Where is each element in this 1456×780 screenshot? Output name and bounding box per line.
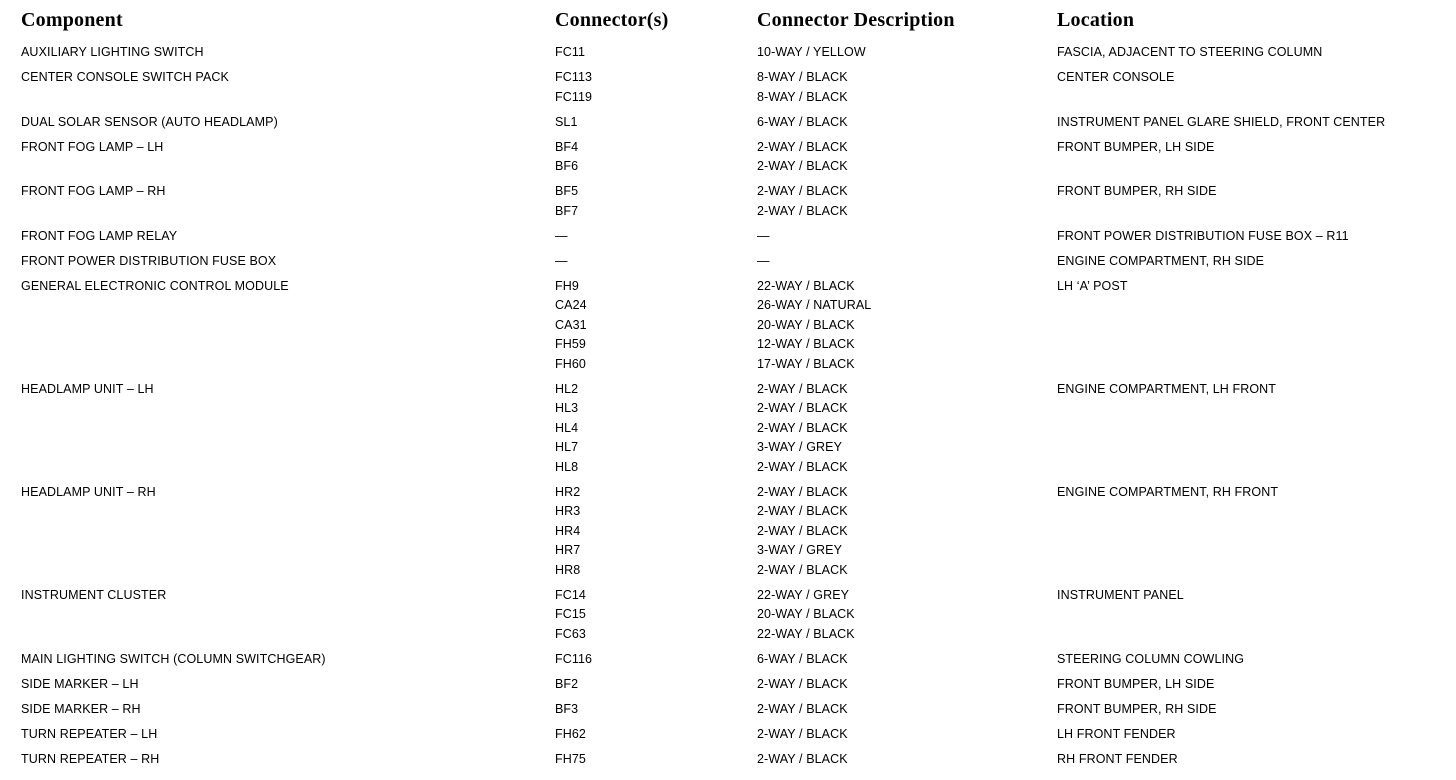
- table-row: [0, 750, 1456, 770]
- connector-description-list: [757, 725, 848, 745]
- connector-description-list: [757, 138, 848, 177]
- component-location: FRONT BUMPER, LH SIDE: [1057, 139, 1215, 154]
- connector-id: HR4: [555, 523, 581, 538]
- connector-description-list: [757, 483, 848, 581]
- connector-id: HL8: [555, 459, 579, 474]
- component-location: STEERING COLUMN COWLING: [1057, 651, 1245, 666]
- connector-description: 2-WAY / BLACK: [757, 676, 848, 691]
- connector-list: [555, 43, 585, 63]
- component-name: TURN REPEATER – RH: [21, 751, 160, 766]
- connector-id: HL2: [555, 381, 579, 396]
- connector-description: 2-WAY / BLACK: [757, 159, 848, 173]
- connector-list: [555, 750, 586, 770]
- connector-description-list: [757, 586, 855, 645]
- connector-id: FC119: [555, 89, 593, 104]
- component-location: FRONT BUMPER, RH SIDE: [1057, 701, 1217, 716]
- table-row: [0, 68, 1456, 107]
- table-row: [0, 380, 1456, 478]
- connector-description: 2-WAY / BLACK: [757, 562, 848, 577]
- component-location: ENGINE COMPARTMENT, RH FRONT: [1057, 484, 1279, 499]
- connector-description: 2-WAY / BLACK: [757, 484, 848, 499]
- connector-list: [555, 68, 592, 107]
- component-name: DUAL SOLAR SENSOR (AUTO HEADLAMP): [21, 114, 278, 129]
- connector-list: [555, 138, 578, 177]
- table-row: [0, 725, 1456, 745]
- connector-id: FC11: [555, 45, 586, 59]
- connector-description: —: [757, 228, 770, 243]
- connector-description-list: [757, 227, 770, 247]
- component-name: FRONT FOG LAMP RELAY: [21, 228, 178, 243]
- connector-id: —: [555, 228, 568, 243]
- component-location: FRONT POWER DISTRIBUTION FUSE BOX – R11: [1057, 228, 1349, 243]
- table-row: [0, 182, 1456, 221]
- component-name: MAIN LIGHTING SWITCH (COLUMN SWITCHGEAR): [21, 651, 326, 666]
- connector-description-list: [757, 277, 871, 375]
- component-name: SIDE MARKER – RH: [21, 701, 141, 716]
- connector-id: BF4: [555, 139, 579, 154]
- connector-description: 3-WAY / GREY: [757, 440, 843, 454]
- connector-id: HR8: [555, 562, 581, 577]
- connector-id: BF6: [555, 159, 579, 173]
- connector-description-list: [757, 43, 866, 63]
- connector-id: HR3: [555, 504, 581, 518]
- connector-description: 8-WAY / BLACK: [757, 89, 848, 104]
- connector-description: 2-WAY / BLACK: [757, 504, 848, 518]
- connector-description: 2-WAY / BLACK: [757, 726, 848, 741]
- component-location: ENGINE COMPARTMENT, LH FRONT: [1057, 381, 1277, 396]
- connector-description-list: [757, 700, 848, 720]
- connector-description: 2-WAY / BLACK: [757, 751, 848, 766]
- table-row: [0, 138, 1456, 177]
- connector-description: 2-WAY / BLACK: [757, 203, 848, 218]
- connector-description: 6-WAY / BLACK: [757, 651, 848, 666]
- connector-id: FC14: [555, 587, 586, 602]
- connector-description: 3-WAY / GREY: [757, 543, 843, 557]
- table-row: [0, 113, 1456, 133]
- connector-description: 17-WAY / BLACK: [757, 356, 855, 371]
- connector-id: HL3: [555, 401, 579, 415]
- connector-id: FC63: [555, 626, 586, 641]
- table-row: [0, 586, 1456, 645]
- connector-id: HR7: [555, 543, 581, 557]
- table-row: [0, 675, 1456, 695]
- connector-description: —: [757, 253, 770, 268]
- connector-description: 2-WAY / BLACK: [757, 420, 848, 435]
- table-row: [0, 650, 1456, 670]
- connector-id: BF3: [555, 701, 579, 716]
- component-location: INSTRUMENT PANEL: [1057, 587, 1184, 602]
- component-location: LH ‘A’ POST: [1057, 278, 1128, 293]
- component-location: CENTER CONSOLE: [1057, 70, 1175, 84]
- connector-description-list: [757, 675, 848, 695]
- header-location: Location: [1057, 9, 1135, 31]
- connector-id: BF2: [555, 676, 579, 691]
- component-name: CENTER CONSOLE SWITCH PACK: [21, 70, 229, 84]
- connector-id: HL4: [555, 420, 579, 435]
- connector-id: HL7: [555, 440, 579, 454]
- connector-description: 10-WAY / YELLOW: [757, 45, 866, 59]
- connector-list: [555, 586, 586, 645]
- component-location: FASCIA, ADJACENT TO STEERING COLUMN: [1057, 45, 1323, 59]
- connector-description: 2-WAY / BLACK: [757, 523, 848, 538]
- component-name: GENERAL ELECTRONIC CONTROL MODULE: [21, 278, 289, 293]
- connector-id: FC116: [555, 651, 593, 666]
- connector-id: FH62: [555, 726, 586, 741]
- component-name: FRONT FOG LAMP – LH: [21, 139, 164, 154]
- connector-list: [555, 725, 586, 745]
- connector-description-list: [757, 182, 848, 221]
- header-connectors: Connector(s): [555, 9, 669, 31]
- connector-description: 22-WAY / BLACK: [757, 278, 855, 293]
- connector-list: [555, 182, 578, 221]
- connector-id: FH9: [555, 278, 579, 293]
- table-row: [0, 700, 1456, 720]
- component-name: TURN REPEATER – LH: [21, 726, 158, 741]
- connector-list: [555, 113, 578, 133]
- connector-list: [555, 675, 578, 695]
- table-row: [0, 252, 1456, 272]
- component-name: FRONT FOG LAMP – RH: [21, 184, 166, 198]
- connector-description: 20-WAY / BLACK: [757, 317, 855, 332]
- connector-id: FC113: [555, 70, 593, 84]
- connector-id: CA31: [555, 317, 587, 332]
- table-row: [0, 277, 1456, 375]
- component-name: HEADLAMP UNIT – LH: [21, 381, 154, 396]
- connector-list: [555, 380, 578, 478]
- component-name: HEADLAMP UNIT – RH: [21, 484, 156, 499]
- component-location: FRONT BUMPER, RH SIDE: [1057, 184, 1217, 198]
- connector-list: [555, 277, 587, 375]
- connector-description: 12-WAY / BLACK: [757, 337, 855, 351]
- component-name: FRONT POWER DISTRIBUTION FUSE BOX: [21, 253, 277, 268]
- connector-id: FH75: [555, 751, 586, 766]
- connector-description-list: [757, 650, 848, 670]
- connector-id: —: [555, 253, 568, 268]
- table-row: [0, 43, 1456, 63]
- component-location: LH FRONT FENDER: [1057, 726, 1176, 741]
- connector-list: [555, 700, 578, 720]
- connector-list: [555, 227, 568, 247]
- component-location: RH FRONT FENDER: [1057, 751, 1178, 766]
- component-location: INSTRUMENT PANEL GLARE SHIELD, FRONT CENTER: [1057, 114, 1386, 129]
- component-name: INSTRUMENT CLUSTER: [21, 587, 167, 602]
- connector-description-list: [757, 113, 848, 133]
- connector-id: FH60: [555, 356, 586, 371]
- connector-description: 22-WAY / BLACK: [757, 626, 855, 641]
- connector-description: 2-WAY / BLACK: [757, 184, 848, 198]
- connector-description: 2-WAY / BLACK: [757, 381, 848, 396]
- header-connector-description: Connector Description: [757, 9, 955, 31]
- connector-id: SL1: [555, 114, 578, 129]
- connector-description: 6-WAY / BLACK: [757, 114, 848, 129]
- connector-description-list: [757, 68, 848, 107]
- connector-id: HR2: [555, 484, 581, 499]
- connector-description-list: [757, 380, 848, 478]
- connector-description: 2-WAY / BLACK: [757, 701, 848, 716]
- connector-description: 2-WAY / BLACK: [757, 459, 848, 474]
- connector-id: BF5: [555, 184, 579, 198]
- connector-description: 22-WAY / GREY: [757, 587, 850, 602]
- connector-description: 20-WAY / BLACK: [757, 607, 855, 621]
- connector-list: [555, 252, 568, 272]
- connector-id: BF7: [555, 203, 579, 218]
- component-location: FRONT BUMPER, LH SIDE: [1057, 676, 1215, 691]
- connector-description: 8-WAY / BLACK: [757, 70, 848, 84]
- connector-description: 2-WAY / BLACK: [757, 139, 848, 154]
- connector-description: 2-WAY / BLACK: [757, 401, 848, 415]
- connector-id: CA24: [555, 298, 587, 312]
- component-name: SIDE MARKER – LH: [21, 676, 139, 691]
- component-location: ENGINE COMPARTMENT, RH SIDE: [1057, 253, 1265, 268]
- connector-list: [555, 483, 580, 581]
- component-name: AUXILIARY LIGHTING SWITCH: [21, 45, 204, 59]
- connector-list: [555, 650, 592, 670]
- table-row: [0, 227, 1456, 247]
- connector-description-list: [757, 750, 848, 770]
- connector-id: FC15: [555, 607, 586, 621]
- header-component: Component: [21, 9, 123, 31]
- connector-id: FH59: [555, 337, 586, 351]
- table-row: [0, 483, 1456, 581]
- connector-description-list: [757, 252, 770, 272]
- connector-description: 26-WAY / NATURAL: [757, 298, 872, 312]
